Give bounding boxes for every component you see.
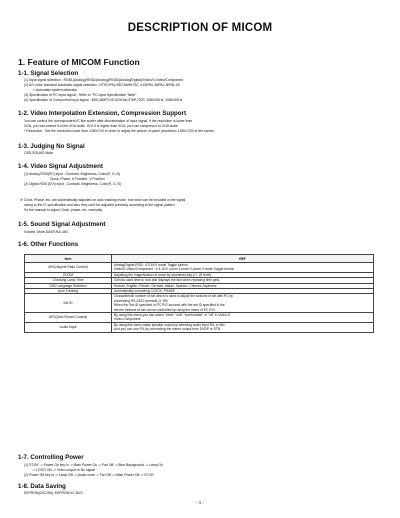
text-line: XGA, you can extend it to the XGA scale. Or if it is higher than XGA, you can compress it to XGA scale. xyxy=(24,124,179,128)
ref-line: set,the funtions of set can be controlled by using the menu of PC P/G. xyxy=(114,307,216,312)
document-page xyxy=(18,0,382,518)
heading-controlling-power: 1-7. Controlling Power xyxy=(18,454,84,461)
text-line: (1) Input signal selection : RGB1(Analog)/RGB2(Analog)/RGB3(Analog/Digital)/Video/S-Video/Component xyxy=(24,78,183,82)
ref-line: Korean, English, French, German, Italian, Spanish, Chinese,Japanese xyxy=(114,283,217,288)
ref-line: Video,Component. xyxy=(114,317,142,322)
ref-line: When the Set ID specified in PC P/G accords with the set ID specified in the xyxy=(114,303,225,308)
note-line: So the manual to adjust Clock, phase, etc. manually. xyxy=(24,208,103,212)
ref-line: Automatically controlling CLOCK, PHASE xyxy=(114,289,175,294)
column-header-item: Item xyxy=(25,255,112,263)
table-row xyxy=(25,294,374,313)
table-row xyxy=(25,263,374,273)
heading-data-saving: 1-8. Data Saving xyxy=(18,483,66,490)
cell-item: Set ID xyxy=(25,294,112,313)
text-line: -> Automatic system detection xyxy=(32,88,78,92)
note-line: owing to the IC specification and also they can't be adjusted precisely according to the signal pattern. xyxy=(24,203,176,207)
table-row xyxy=(25,322,374,332)
text-line: -> LOGO ON -> Video output or No signal xyxy=(32,468,95,472)
text-line: You can control the correspondent IC like scaler after discrimination of input signal. If the resolution is lower than xyxy=(24,119,193,123)
text-line: (2) Power Off key in -> Lamp Off -> Audio mute -> Fan Off -> Main Power Off -> ST-BY xyxy=(24,473,155,477)
text-line: EEPROM(24C256), EEPROM IIC BUS xyxy=(24,491,83,495)
text-line: (3) Specification of PC input signal : Refer to "PC Input Specification Table" xyxy=(24,93,137,97)
table-header-row xyxy=(25,255,374,263)
text-line: Clock, Phase, H Position, V Position xyxy=(50,177,105,181)
ref-line: Analog/Digital RGB : 4:3,16:9 mode Toggle funtion xyxy=(114,263,188,267)
text-line: (1) Analog RGB(PC) input : Contrast, Brightness, Color(R, G, B) xyxy=(24,172,120,176)
cell-ref xyxy=(112,322,374,332)
ref-line: By using this menu,make speaker output by selecting audio input R/L or Mic. xyxy=(114,322,226,327)
cell-item: ZOOM xyxy=(25,272,112,277)
heading-judging-no-signal: 1-3. Judging No Signal xyxy=(18,143,85,150)
ref-line: Characteristic number of set which is used to adjust the funtions of set with PC by xyxy=(114,294,233,299)
cell-ref xyxy=(112,313,374,323)
heading-signal-selection: 1-1. Signal Selection xyxy=(18,70,79,77)
cell-item: ARC(Aspect Ratio Control) xyxy=(25,263,112,273)
document-title: DESCRIPTION OF MICOM xyxy=(127,22,273,34)
cell-item: Auto Tracking xyxy=(25,289,112,294)
note-line: ※ Clock, Phase, etc. are automatically adjusted on auto tracking mode, but noise can be included in the signal xyxy=(20,198,186,202)
text-line: (2) A/V color standard automatic signal selection : NTSC/PAL/SECAM/NTSC 4.43/PAL-M/PAL-N/PAL 60 xyxy=(24,83,180,87)
heading-other-functions: 1-6. Other Functions xyxy=(18,241,79,248)
page-number: - 1 - xyxy=(195,500,204,505)
table-row xyxy=(25,313,374,323)
functions-table xyxy=(24,254,374,333)
cell-item: Audio Input xyxy=(25,322,112,332)
cell-item: Checking Lamp Time xyxy=(25,278,112,283)
ref-line: By using this menu,you can select "clear","soft","comfortable" or "off" in Video,S- xyxy=(114,313,231,318)
ref-line: connecting RS-232C terminal.(1~99) xyxy=(114,298,168,303)
cell-item: OSD Language Selection xyxy=(25,283,112,288)
text-line: (4) Specification of Component input signal : 480i,480P,DVD 625Line,576P,720P, 1080i 50Hz, 1080i 60Hz xyxy=(24,98,183,102)
cell-ref xyxy=(112,294,374,313)
heading-video-signal-adjustment: 1-4. Video Signal Adjustment xyxy=(18,163,103,170)
ref-line: And you can use R/L by connecting the stereo output from DVDP or STB. xyxy=(114,327,222,332)
text-line: OSD,SOUND Mute xyxy=(24,151,54,155)
text-line: (1) ST-BY -> Power On key in -> Main Power On -> Fan Off -> Blue Background -> Lamp On xyxy=(24,463,164,467)
cell-item: APC(Auto Picture Control) xyxy=(25,313,112,323)
section-heading-feature: 1. Feature of MICOM Function xyxy=(18,57,140,67)
text-line: (2) Digital RGB (DVI) input : Contrast, Brightness, Color(R, G, B) xyxy=(24,182,121,186)
text-line: * Resolution : Set the resolution lower than 1280x720 in order to adjust the picture of panel (resolution 1280x720) to the screen. xyxy=(24,129,216,133)
ref-line: Video/S-Video/Component : 4:3,16:9 ,zoom 1,zoom 2,zoom 3 mode Toggle funtion xyxy=(114,267,235,272)
column-header-ref: REF xyxy=(112,255,374,263)
ref-line: Checks used time to now and displays the fact when replacing time gets. xyxy=(114,278,221,283)
heading-video-interpolation: 1-2. Video Interpolation Extension, Compression Support xyxy=(18,110,186,117)
heading-sound-signal-adjustment: 1-5. Sound Signal Adjustment xyxy=(18,221,106,228)
ref-line: Adjusting the magnification of zoom by shortened key.(+/- 25 level) xyxy=(114,272,212,277)
text-line: Volume, Mute,DASP,AVL,MIC xyxy=(24,230,69,234)
cell-ref xyxy=(112,263,374,273)
